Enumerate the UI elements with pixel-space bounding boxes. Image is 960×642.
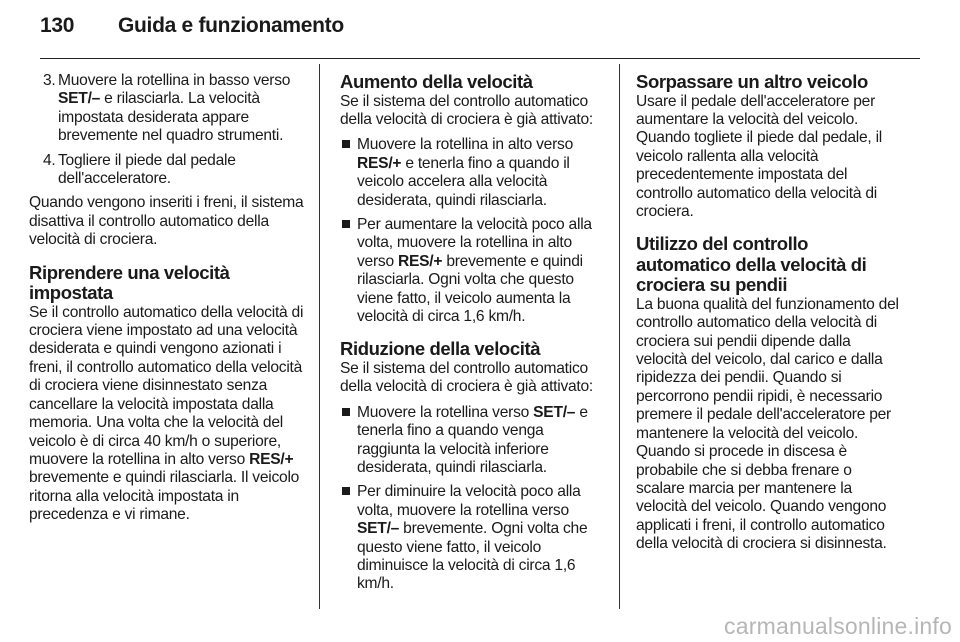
control-key-label: SET/– — [357, 520, 400, 538]
bullet-text: e tenerla fino a quando il veicolo accelera alla velocità desiderata, quindi rilasciarla. — [357, 154, 570, 209]
bullet-text: Muovere la rotellina verso — [357, 403, 534, 421]
bullet-square-icon — [342, 220, 350, 228]
bullet-text: Muovere la rotellina in alto verso — [357, 136, 573, 154]
list-item — [340, 404, 607, 478]
step-text: Togliere il piede dal pedale dell'acceleratore. — [58, 151, 236, 188]
column-right — [636, 72, 904, 561]
column-middle — [340, 72, 607, 600]
bullet-list-decrease — [340, 404, 607, 594]
bullet-text: e tenerla fino a quando venga raggiunta la velocità inferiore desiderata, quindi rilasciarla. — [357, 403, 588, 476]
list-item-step-3 — [29, 72, 305, 146]
column-divider-2 — [619, 64, 620, 609]
bullet-text: brevemente e quindi rilasciarla. Ogni volta che questo viene fatto, il veicolo aumenta la velocità di circa 1,6 km/h. — [357, 252, 583, 325]
page-title: Guida e funzionamento — [118, 14, 344, 37]
list-item — [340, 483, 607, 593]
paragraph-brake-deactivation: Quando vengono inseriti i freni, il sistema disattiva il controllo automatico della velocità di crociera. — [29, 194, 304, 249]
column-left — [29, 72, 305, 532]
paragraph-resume-speed — [29, 304, 305, 525]
paragraph-text: Se il controllo automatico della velocità di crociera viene impostato ad una velocità desiderata e quindi vengono azionati i freni, il controllo automatico della velocità di crociera viene disinnestato senza cancellare la velocità impostata dalla memoria. Una volta che la velocità del veicolo è di circa 40 km/h o superiore, muovere la rotellina in alto verso — [29, 303, 304, 468]
paragraph-overtaking: Usare il pedale dell'acceleratore per aumentare la velocità del veicolo. Quando togliete il piede dal pedale, il veicolo rallenta alla velocità precedentemente impostata del controllo automatico della velocità di crociera. — [636, 92, 883, 220]
watermark-text: carmanualsonline.info — [724, 613, 952, 639]
column-divider-1 — [319, 64, 320, 609]
page-header — [40, 14, 920, 54]
list-item — [340, 136, 607, 210]
heading-overtaking: Sorpassare un altro veicolo — [636, 71, 868, 92]
step-text: Muovere la rotellina in basso verso — [58, 72, 291, 89]
heading-slopes: Utilizzo del controllo automatico della velocità di crociera su pendii — [636, 233, 867, 296]
bullet-text: brevemente. Ogni volta che questo viene fatto, il veicolo diminuisce la velocità di circa 1,6 km/h. — [357, 520, 588, 593]
header-divider — [40, 58, 920, 59]
intro-decrease-speed: Se il sistema del controllo automatico della velocità di crociera è già attivato: — [340, 359, 594, 396]
paragraph-slopes: La buona qualità del funzionamento del controllo automatico della velocità di crociera sui pendii dipende dalla velocità del veicolo, dal carico e dalla ripidezza dei pendii. Quando si percorrono pendii ripidi, è necessario premere il pedale dell'acceleratore per mantenere la velocità del veicolo. Quando si procede in discesa è probabile che si debba frenare o scalare marcia per mantenere la velocità del veicolo. Quando vengono applicati i freni, il controllo automatico della velocità di crociera si disinnesta. — [636, 295, 899, 553]
control-key-label: SET/– — [58, 90, 101, 108]
step-number: 4. — [43, 151, 56, 169]
bullet-square-icon — [342, 408, 350, 416]
bullet-square-icon — [342, 140, 350, 148]
control-key-label: RES/+ — [357, 154, 402, 172]
list-item — [340, 216, 607, 326]
bullet-square-icon — [342, 487, 350, 495]
bullet-text: Per diminuire la velocità poco alla volta, muovere la rotellina verso — [357, 483, 581, 519]
list-item-step-4 — [29, 152, 305, 189]
heading-increase-speed: Aumento della velocità — [340, 71, 533, 92]
heading-resume-speed: Riprendere una velocità impostata — [29, 261, 230, 304]
control-key-label: SET/– — [533, 403, 576, 421]
step-text: e rilasciarla. La velocità impostata desiderata appare brevemente nel quadro strumenti. — [58, 90, 284, 145]
step-number: 3. — [43, 72, 56, 89]
intro-increase-speed: Se il sistema del controllo automatico della velocità di crociera è già attivato: — [340, 92, 594, 128]
page-number: 130 — [40, 14, 75, 37]
control-key-label: RES/+ — [249, 450, 294, 468]
paragraph-text: brevemente e quindi rilasciarla. Il veicolo ritorna alla velocità impostata in precedenza e vi rimane. — [29, 469, 300, 524]
control-key-label: RES/+ — [397, 252, 443, 270]
steps-list — [29, 72, 305, 188]
heading-decrease-speed: Riduzione della velocità — [340, 338, 541, 360]
bullet-text: Per aumentare la velocità poco alla volta, muovere la rotellina in alto verso — [357, 215, 592, 270]
bullet-list-increase — [340, 136, 607, 326]
